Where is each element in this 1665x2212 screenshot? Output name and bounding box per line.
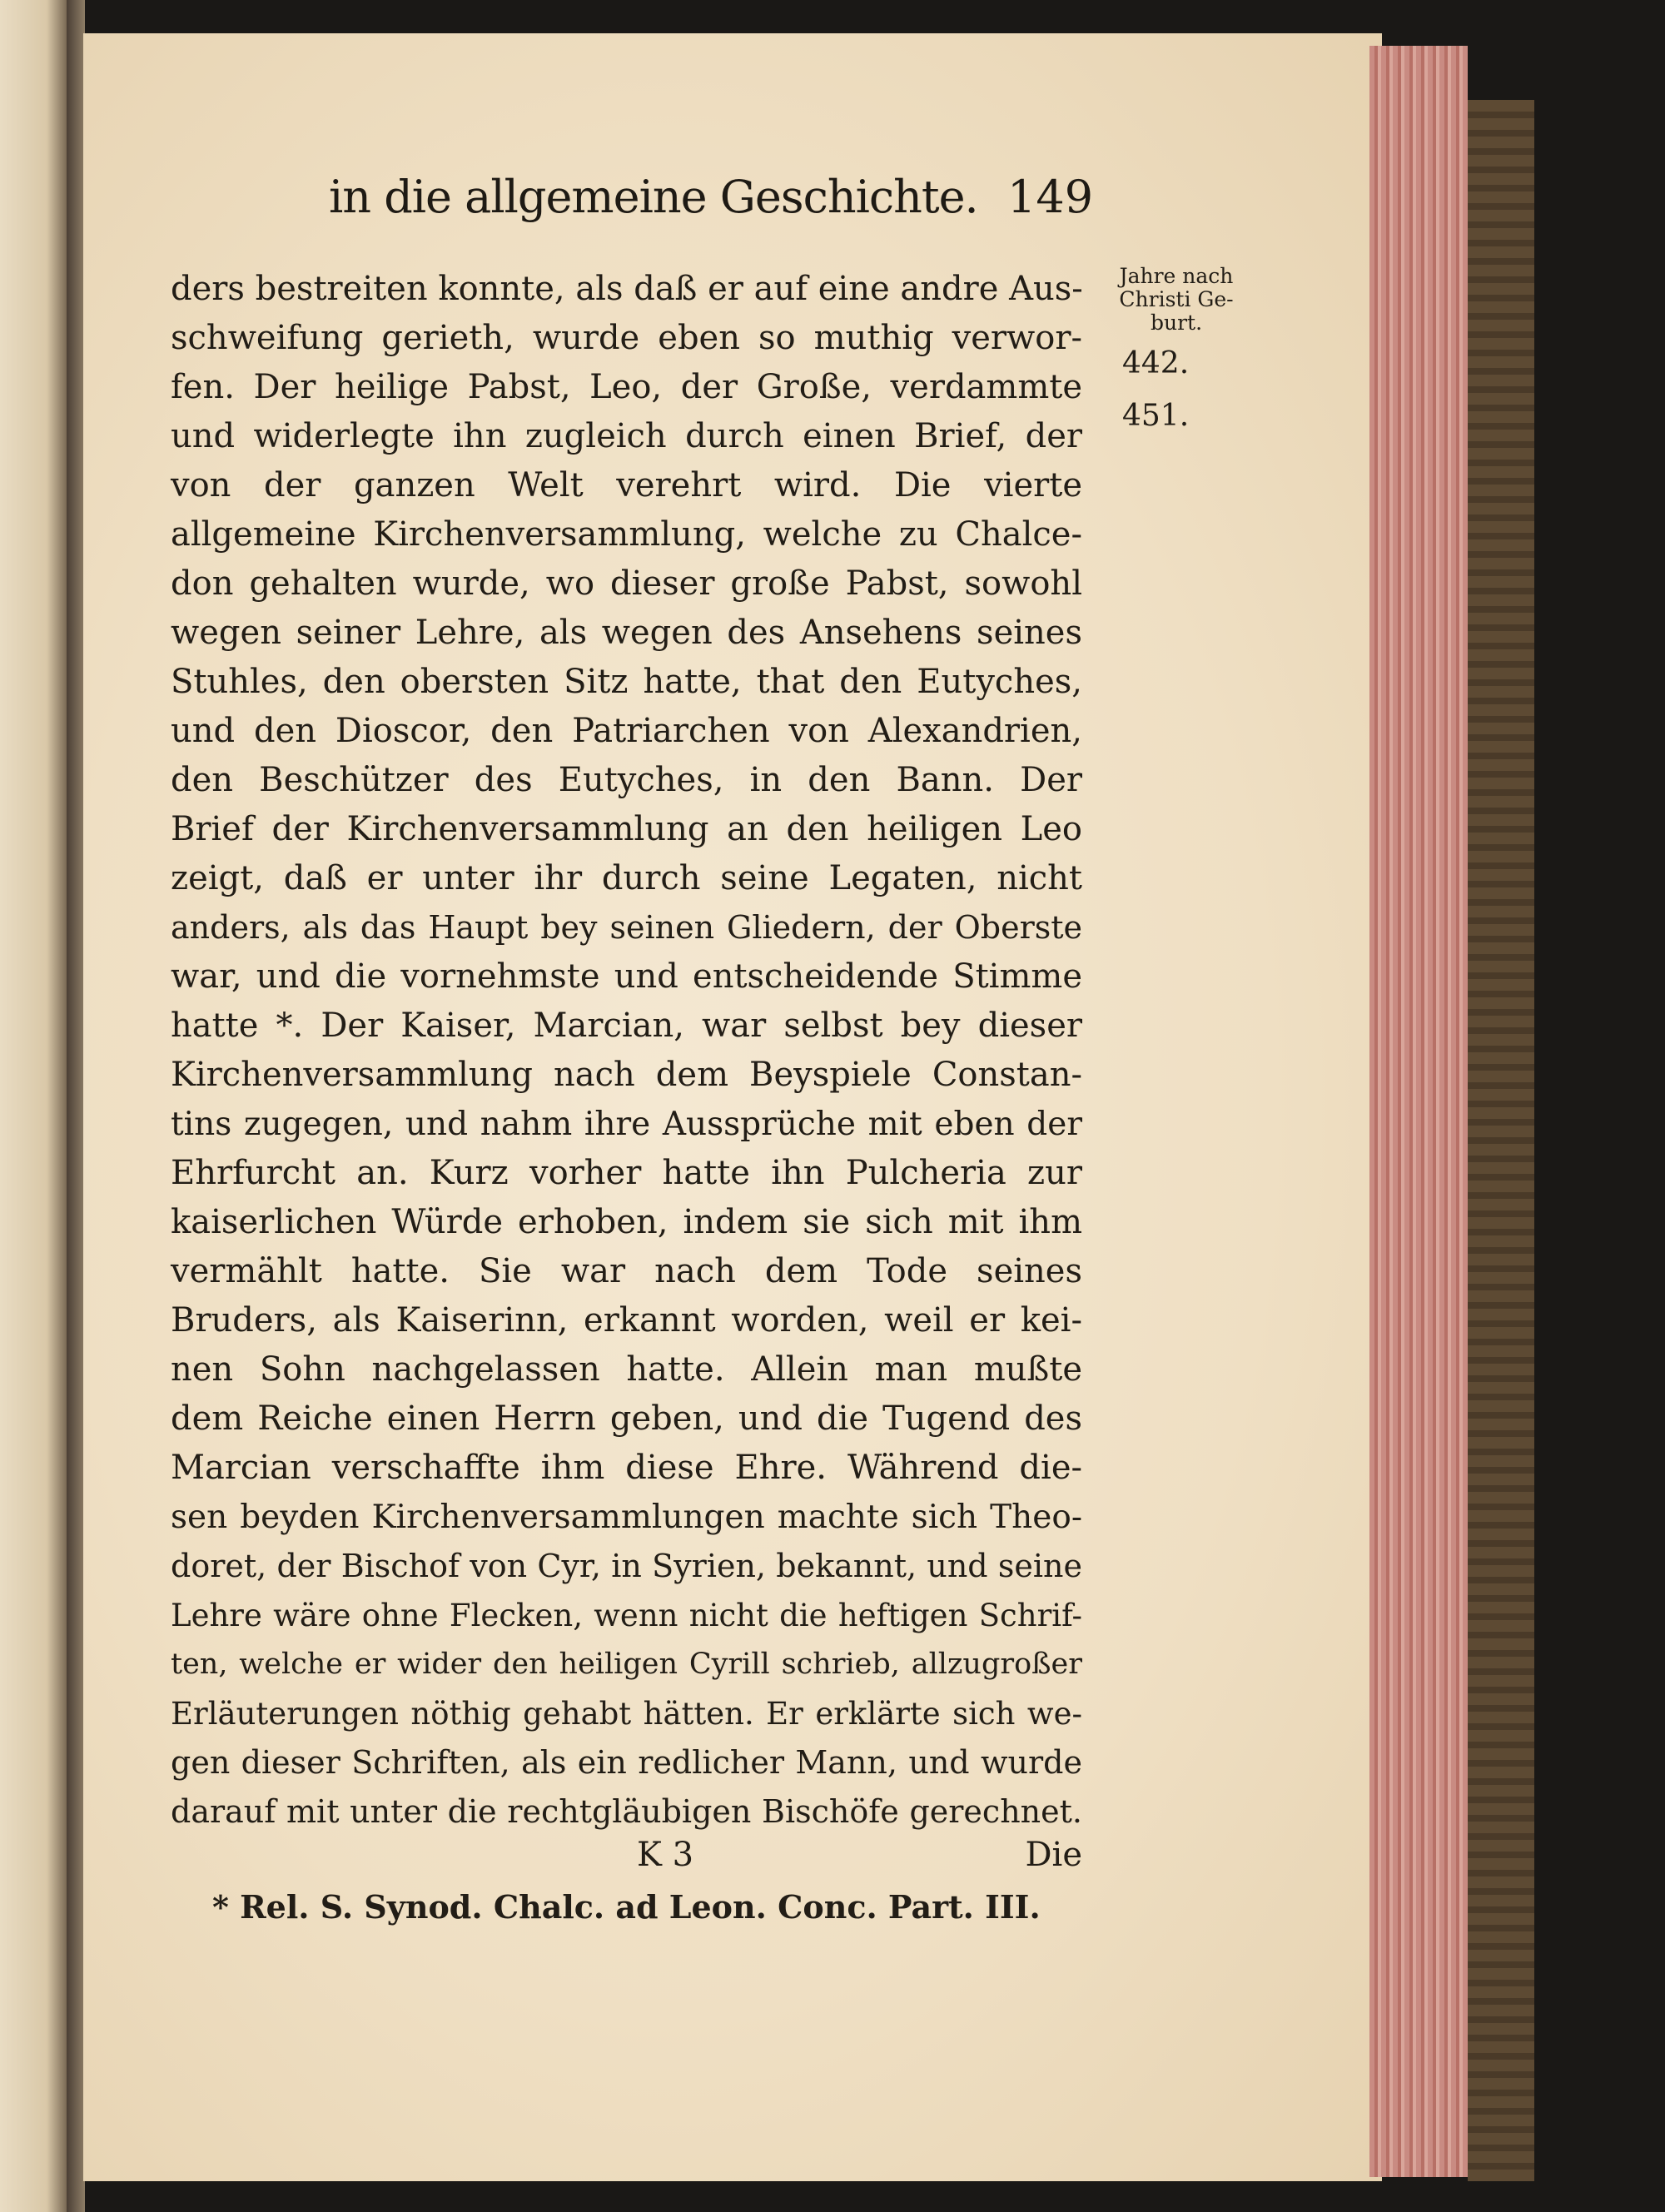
text-line: fen. Der heilige Pabst, Leo, der Große, verdammte (171, 368, 1082, 406)
text-line: Lehre wäre ohne Flecken, wenn nicht die heftigen Schrif- (171, 1598, 1082, 1633)
text-line: wegen seiner Lehre, als wegen des Ansehens seines (171, 614, 1082, 652)
catchword: Die (1025, 1836, 1082, 1874)
footnote: * Rel. S. Synod. Chalc. ad Leon. Conc. Part. III. (212, 1888, 1041, 1926)
text-line: Marcian verschaffte ihm diese Ehre. Während die- (171, 1449, 1082, 1487)
page-number: 149 (1007, 171, 1094, 223)
book-cover-edge (1468, 100, 1534, 2181)
margin-notes (1114, 265, 1239, 433)
text-line: kaiserlichen Würde erhoben, indem sie sich mit ihm (171, 1203, 1082, 1241)
text-line: gen dieser Schriften, als ein redlicher Mann, und wurde (171, 1744, 1082, 1781)
text-line: war, und die vornehmste und entscheidende Stimme (171, 957, 1082, 996)
text-line: und den Dioscor, den Patriarchen von Alexandrien, (171, 712, 1082, 750)
page-header (329, 171, 1094, 229)
signature-mark: K 3 (637, 1836, 694, 1874)
text-line: von der ganzen Welt verehrt wird. Die vierte (171, 466, 1082, 505)
book-gutter (67, 0, 85, 2212)
margin-year: 442. (1122, 346, 1190, 380)
text-line: zeigt, daß er unter ihr durch seine Legaten, nicht (171, 859, 1082, 897)
signature-line (171, 1836, 1082, 1886)
facing-page-edge (0, 0, 67, 2212)
text-line: doret, der Bischof von Cyr, in Syrien, bekannt, und seine (171, 1548, 1082, 1584)
text-line: don gehalten wurde, wo dieser große Pabst, sowohl (171, 564, 1082, 603)
text-line: hatte *. Der Kaiser, Marcian, war selbst bey dieser (171, 1007, 1082, 1045)
text-line: Kirchenversammlung nach dem Beyspiele Constan- (171, 1056, 1082, 1094)
running-title: in die allgemeine Geschichte. (329, 171, 978, 223)
text-line: allgemeine Kirchenversammlung, welche zu Chalce- (171, 515, 1082, 554)
text-line: Erläuterungen nöthig gehabt hätten. Er erklärte sich we- (171, 1696, 1082, 1732)
text-line: ten, welche er wider den heiligen Cyrill schrieb, allzugroßer (171, 1648, 1082, 1681)
text-line: schweifung gerieth, wurde eben so muthig verwor- (171, 319, 1082, 357)
margin-year: 451. (1122, 399, 1190, 433)
text-line: tins zugegen, und nahm ihre Aussprüche mit eben der (171, 1106, 1082, 1143)
text-line: vermählt hatte. Sie war nach dem Tode seines (171, 1252, 1082, 1290)
text-line: nen Sohn nachgelassen hatte. Allein man mußte (171, 1350, 1082, 1389)
text-line: darauf mit unter die rechtgläubigen Bischöfe gerechnet. (171, 1793, 1082, 1830)
text-line: ders bestreiten konnte, als daß er auf eine andre Aus- (171, 270, 1083, 308)
margin-label-line: Christi Ge- (1119, 287, 1234, 311)
text-line: Ehrfurcht an. Kurz vorher hatte ihn Pulcheria zur (171, 1154, 1082, 1192)
text-line: sen beyden Kirchenversammlungen machte sich Theo- (171, 1499, 1082, 1536)
text-line: Bruders, als Kaiserinn, erkannt worden, weil er kei- (171, 1301, 1082, 1340)
text-line: und widerlegte ihn zugleich durch einen Brief, der (171, 417, 1082, 455)
margin-label-line: Jahre nach (1119, 264, 1234, 288)
text-line: anders, als das Haupt bey seinen Gliedern, der Oberste (171, 909, 1082, 946)
text-line: dem Reiche einen Herrn geben, und die Tugend des (171, 1399, 1082, 1438)
margin-label-line: burt. (1150, 311, 1203, 335)
red-page-edges (1369, 46, 1468, 2177)
body-text (171, 265, 1082, 1837)
text-line: Brief der Kirchenversammlung an den heiligen Leo (171, 810, 1082, 848)
text-line: den Beschützer des Eutyches, in den Bann. Der (171, 761, 1082, 799)
text-line: Stuhles, den obersten Sitz hatte, that den Eutyches, (171, 663, 1082, 701)
